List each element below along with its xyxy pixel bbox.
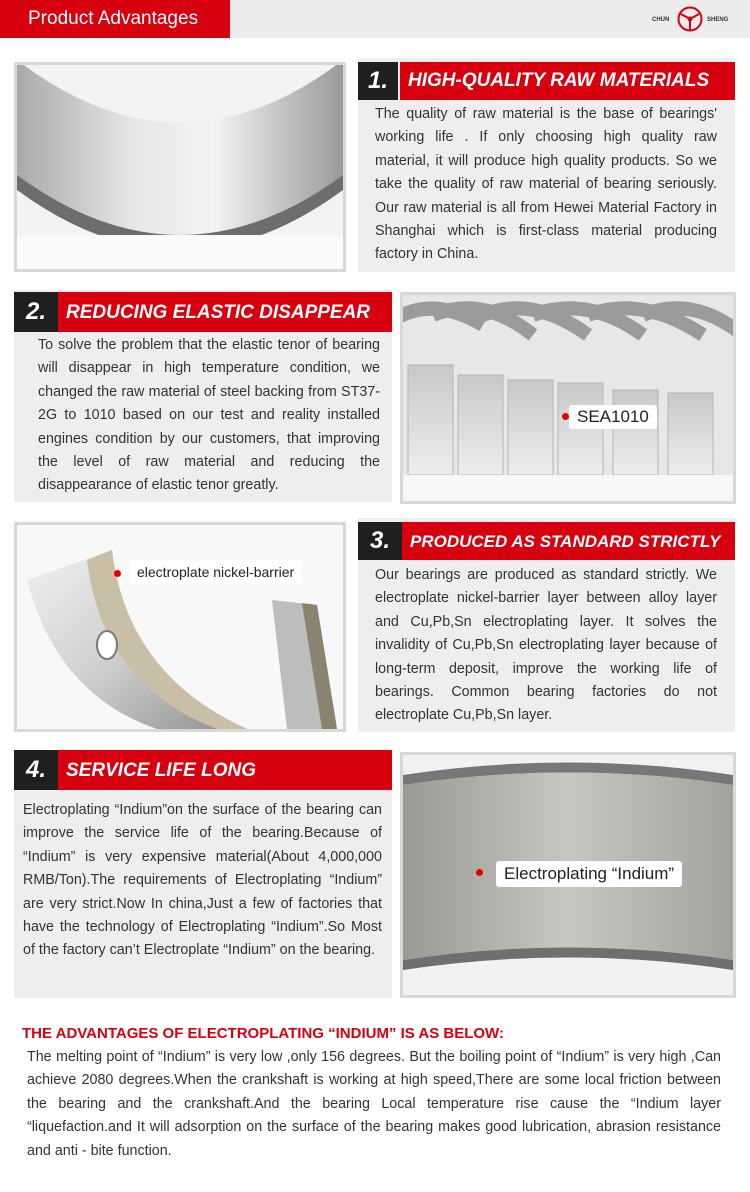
section-2-number: 2.	[14, 292, 58, 332]
nickel-barrier-label: electroplate nickel-barrier	[129, 560, 302, 584]
section-1-text: The quality of raw material is the base of bearings' working life . If only choosing high quality raw material, it will produce high quality products. So we take the quality of raw material of bearing seriously. Our raw material is all from Hewei Material Factory in Shanghai which is first-class material producing factory in China.	[375, 106, 717, 263]
section-4-title: SERVICE LIFE LONG	[58, 750, 392, 790]
steering-wheel-icon	[677, 6, 703, 32]
section-3-number: 3.	[358, 522, 402, 560]
page-title-tab: Product Advantages	[0, 0, 230, 38]
callout-dot	[476, 869, 483, 876]
section-2-text: To solve the problem that the elastic tenor of bearing will disappear in high temperature condition, we changed the raw material of steel backing from ST37-2G to 1010 based on our test and reality installed engines condition by our customers, that improving the level of raw material and reducing the disappearance of elastic tenor greatly.	[38, 337, 380, 494]
callout-dot	[562, 413, 569, 420]
section-1-number: 1.	[358, 62, 398, 100]
advantages-title: THE ADVANTAGES OF ELECTROPLATING “INDIUM” IS AS BELOW:	[22, 1025, 504, 1042]
indium-label: Electroplating “Indium”	[496, 861, 682, 887]
section-4-number: 4.	[14, 750, 58, 790]
sea1010-label: SEA1010	[569, 405, 657, 429]
section-2-title: REDUCING ELASTIC DISAPPEAR	[58, 292, 392, 332]
advantages-text: The melting point of “Indium” is very low ,only 156 degrees. But the boiling point of “Indium” is very high ,Can achieve 2080 degrees.When the crankshaft is working at high speed,There are some local friction between the bearing and the crankshaft.And the bearing Local temperature rise cause the “Indium layer “liquefaction.and It will adsorption on the surface of the bearing makes good lubrication, abrasion resistance and anti - bite function.	[27, 1049, 721, 1159]
bearing-photo-3	[14, 522, 346, 732]
bearing-photo-1	[14, 62, 346, 272]
section-3-text: Our bearings are produced as standard strictly. We electroplate nickel-barrier layer between alloy layer and Cu,Pb,Sn electroplating layer. It solves the invalidity of Cu,Pb,Sn electroplating layer because of long-term deposit, improve the working life of bearings. Common bearing factories do not electroplate Cu,Pb,Sn layer.	[375, 567, 717, 724]
brand-logo	[652, 5, 732, 33]
section-4-text: Electroplating “Indium”on the surface of the bearing can improve the service life of the bearing.Because of “Indium” is very expensive material(About 4,000,000 RMB/Ton).The requirements of Electroplating “Indium” are very strict.Now In china,Just a few of factories that have the technology of Electroplating “Indium”.So Most of the factory can’t Electroplate “Indium” on the bearing.	[23, 802, 382, 959]
bearing-photo-2	[400, 292, 736, 504]
callout-dot	[114, 570, 121, 577]
section-3-title: PRODUCED AS STANDARD STRICTLY	[402, 522, 735, 560]
logo-text-right: SHENG	[707, 17, 729, 23]
logo-text-left: CHUN	[652, 17, 670, 23]
section-1-title: HIGH-QUALITY RAW MATERIALS	[400, 62, 735, 100]
